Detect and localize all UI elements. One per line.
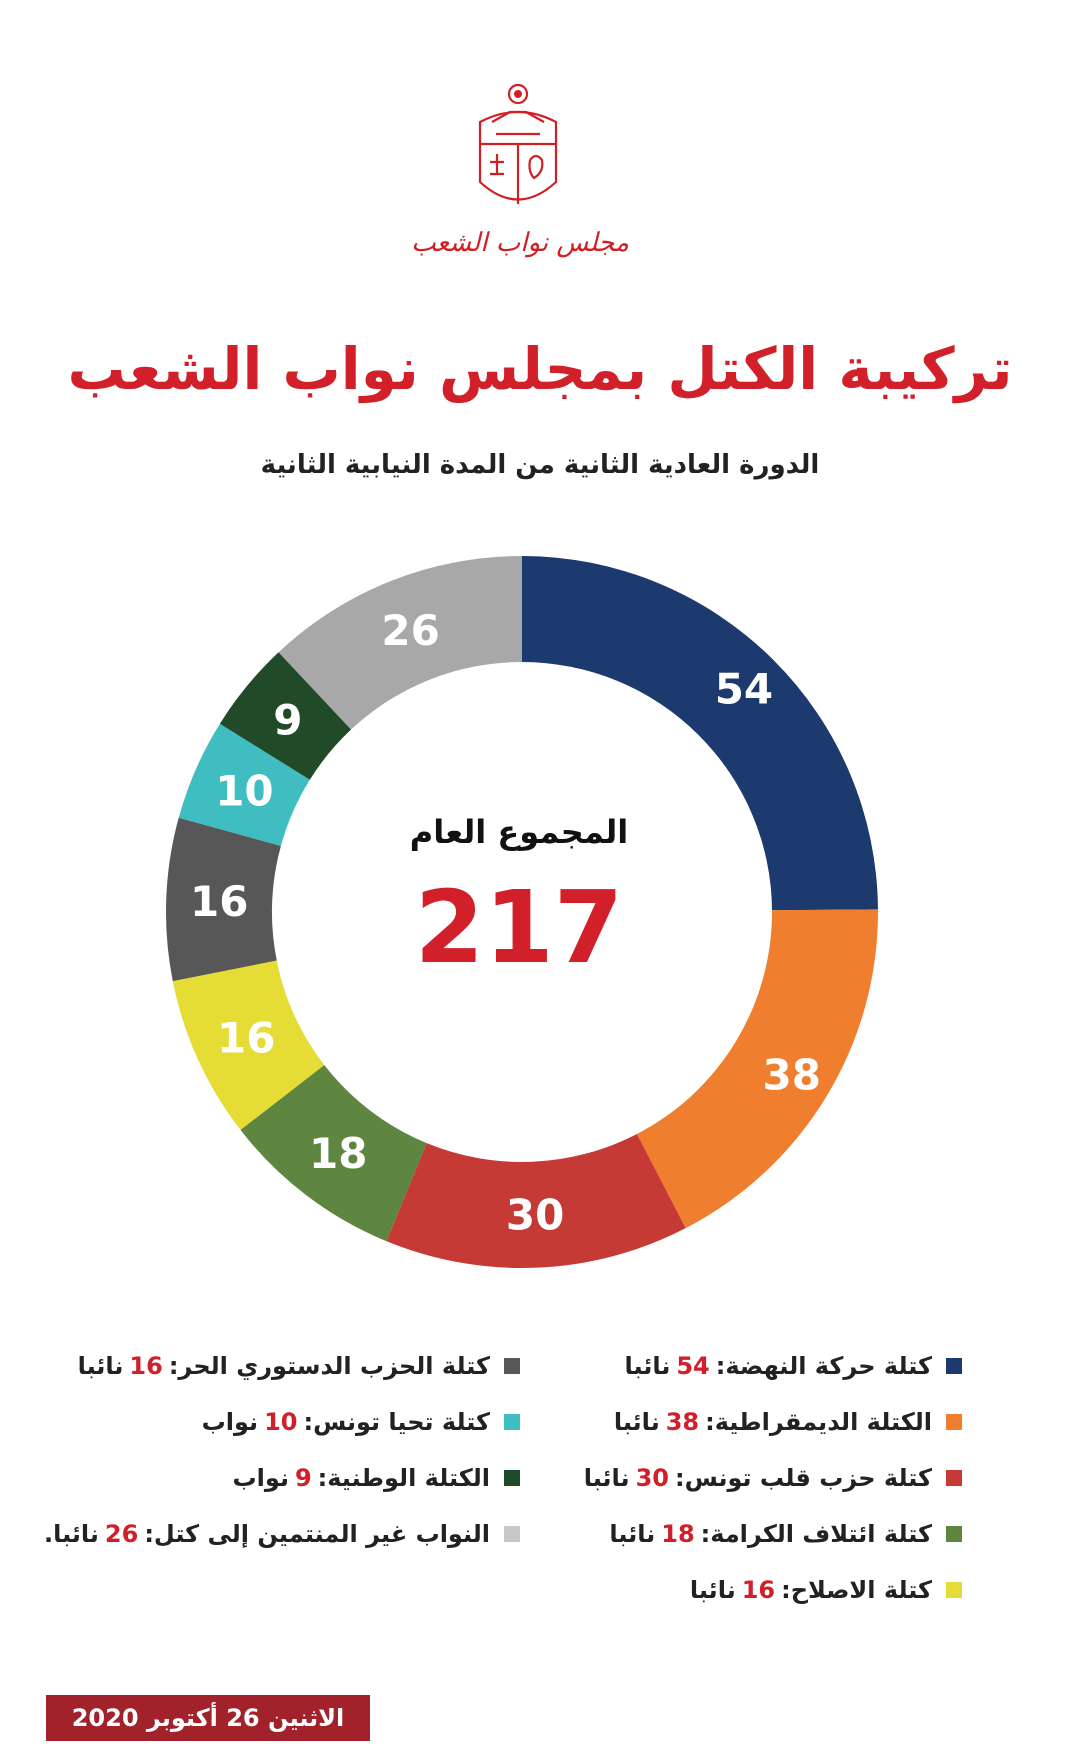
legend-item-islah	[584, 1562, 962, 1618]
legend-item-karama	[584, 1506, 962, 1562]
chart-center-label: المجموع العام	[409, 813, 629, 851]
legend-swatch	[946, 1526, 962, 1542]
legend-swatch	[504, 1526, 520, 1542]
legend-label: كتلة حركة النهضة:	[715, 1352, 932, 1380]
donut-slice-label: 30	[505, 1190, 565, 1240]
page-title: تركيبة الكتل بمجلس نواب الشعب	[67, 335, 1013, 403]
legend-unit: نواب	[201, 1408, 259, 1436]
legend-label: الكتلة الديمقراطية:	[705, 1408, 932, 1436]
legend-value: 54	[676, 1352, 710, 1380]
legend-item-nahdha	[584, 1338, 962, 1394]
donut-slice	[637, 909, 878, 1228]
legend-left-column	[44, 1338, 520, 1562]
chart-total-value: 217	[414, 869, 624, 986]
donut-slice-label: 10	[215, 766, 274, 816]
legend-label: كتلة تحيا تونس:	[303, 1408, 490, 1436]
legend-label: النواب غير المنتمين إلى كتل:	[144, 1520, 490, 1548]
donut-slice-label: 54	[714, 664, 774, 714]
legend-unit: نائبا	[609, 1520, 656, 1548]
legend-item-democratic	[584, 1394, 962, 1450]
legend-item-national	[44, 1450, 520, 1506]
legend-unit: نائبا	[689, 1576, 736, 1604]
legend-value: 10	[264, 1408, 298, 1436]
legend-item-pdl	[44, 1338, 520, 1394]
legend-item-qalb-tounes	[584, 1450, 962, 1506]
legend-label: كتلة ائتلاف الكرامة:	[700, 1520, 932, 1548]
donut-slice-label: 38	[762, 1050, 821, 1100]
legend-swatch	[946, 1582, 962, 1598]
legend-value: 38	[665, 1408, 700, 1436]
donut-slice-label: 16	[216, 1013, 276, 1063]
legend-swatch	[504, 1358, 520, 1374]
legend-unit: نائبا	[583, 1464, 630, 1492]
legend-value: 26	[104, 1520, 139, 1548]
legend-value: 16	[129, 1352, 163, 1380]
date-badge	[46, 1695, 370, 1741]
legend-value: 18	[661, 1520, 695, 1548]
legend-unit: نائبا.	[43, 1520, 99, 1548]
date-text: الاثنين 26 أكتوبر 2020	[71, 1704, 345, 1732]
donut-slice	[522, 556, 878, 910]
legend-value: 9	[294, 1464, 312, 1492]
legend-unit: نواب	[232, 1464, 289, 1492]
legend-swatch	[946, 1470, 962, 1486]
legend-item-independents	[44, 1506, 520, 1562]
legend-swatch	[946, 1358, 962, 1374]
legend-value: 16	[741, 1576, 776, 1604]
page-subtitle: الدورة العادية الثانية من المدة النيابية الثانية	[260, 450, 820, 480]
legend-label: كتلة حزب قلب تونس:	[674, 1464, 932, 1492]
legend-right-column	[584, 1338, 962, 1618]
legend-label: كتلة الاصلاح:	[781, 1576, 932, 1604]
donut-slice-label: 9	[273, 695, 303, 745]
donut-slice-label: 18	[309, 1128, 368, 1178]
legend-value: 30	[635, 1464, 669, 1492]
legend-unit: نائبا	[624, 1352, 671, 1380]
donut-slice-label: 16	[189, 877, 249, 927]
legend-swatch	[504, 1414, 520, 1430]
legend-label: الكتلة الوطنية:	[317, 1464, 490, 1492]
legend-swatch	[504, 1470, 520, 1486]
legend-unit: نائبا	[77, 1352, 124, 1380]
donut-slice-label: 26	[381, 606, 440, 656]
legend-label: كتلة الحزب الدستوري الحر:	[168, 1352, 490, 1380]
emblem-caption: مجلس نواب الشعب	[411, 228, 629, 258]
legend-unit: نائبا	[613, 1408, 660, 1436]
legend-swatch	[946, 1414, 962, 1430]
legend-item-tahya-tounes	[44, 1394, 520, 1450]
